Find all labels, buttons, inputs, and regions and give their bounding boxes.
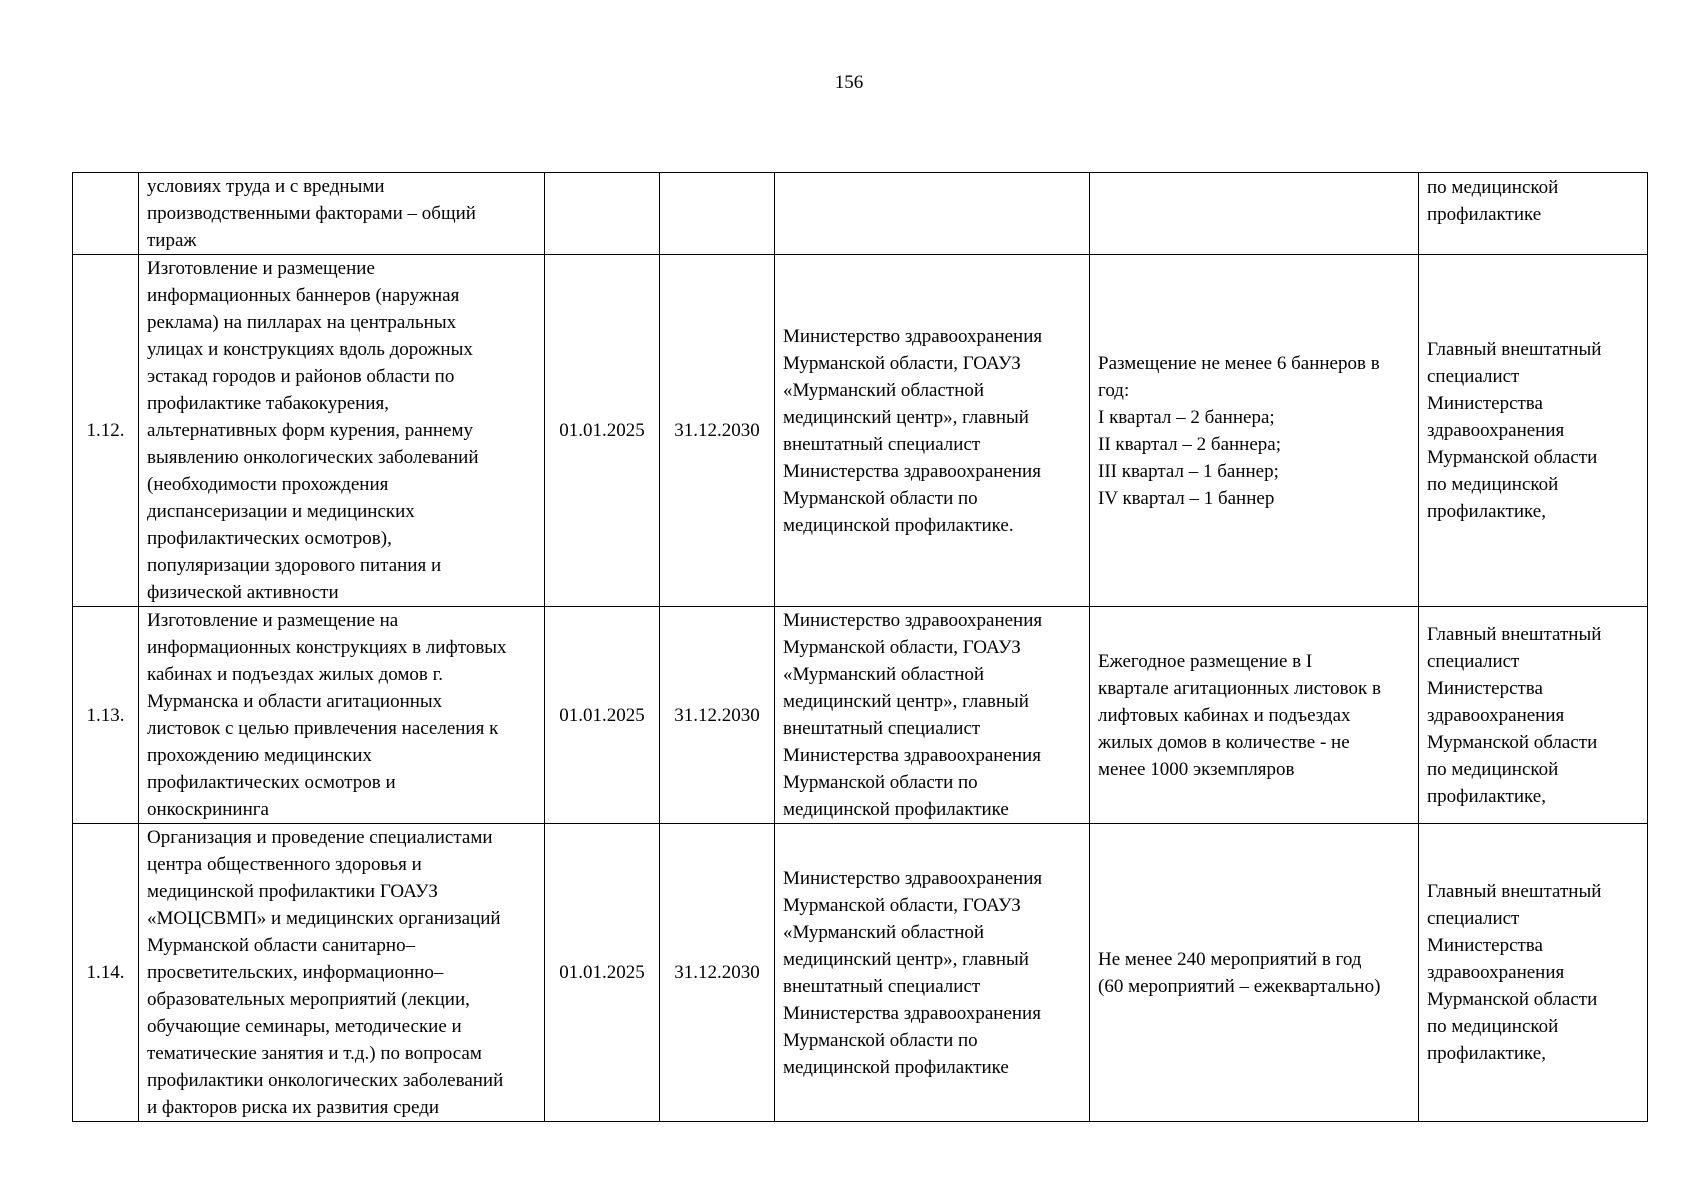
row-number: 1.12. xyxy=(73,255,139,607)
row-number: 1.14. xyxy=(73,824,139,1122)
text-line: III квартал – 1 баннер; xyxy=(1098,460,1279,482)
text-line: внештатный специалист xyxy=(783,433,981,455)
text-line: II квартал – 2 баннера; xyxy=(1098,433,1281,455)
table-row xyxy=(73,255,1648,607)
text-line: Мурманской области по xyxy=(783,1029,978,1051)
text-line: Мурманской области, ГОАУЗ xyxy=(783,637,1021,658)
result-cell xyxy=(1090,255,1419,607)
text-line: внештатный специалист xyxy=(783,975,981,997)
text-line: жилых домов в количестве - не xyxy=(1098,731,1350,753)
text-line: I квартал – 2 баннера; xyxy=(1098,406,1275,428)
text-line: медицинской профилактике. xyxy=(783,514,1014,536)
text-line: специалист xyxy=(1427,908,1520,929)
text-line: по медицинской xyxy=(1427,1016,1559,1037)
activity-description xyxy=(139,255,545,607)
text-line: «Мурманский областной xyxy=(783,379,985,401)
result-cell xyxy=(1090,173,1419,255)
result-cell xyxy=(1090,824,1419,1122)
text-line: выявлению онкологических заболеваний xyxy=(147,447,479,468)
executor-cell xyxy=(775,607,1090,824)
text-line: здравоохранения xyxy=(1427,420,1565,441)
text-line: специалист xyxy=(1427,650,1520,672)
text-line: диспансеризации и медицинских xyxy=(147,501,415,522)
text-line: Мурманской области, ГОАУЗ xyxy=(783,352,1021,374)
text-line: Ежегодное размещение в I xyxy=(1098,650,1313,672)
text-line: Министерства здравоохранения xyxy=(783,745,1041,766)
text-line: Мурманской области по xyxy=(783,487,978,509)
text-line: профилактике табакокурения, xyxy=(147,393,390,414)
text-line: Мурманской области санитарно– xyxy=(147,935,416,956)
executor-cell xyxy=(775,824,1090,1122)
responsible-cell xyxy=(1419,824,1648,1122)
text-line: профилактике, xyxy=(1427,785,1546,807)
text-line: по медицинской xyxy=(1427,758,1559,780)
text-line: физической активности xyxy=(147,582,339,603)
responsible-cell xyxy=(1419,173,1648,255)
text-line: Мурманской области, ГОАУЗ xyxy=(783,894,1021,916)
text-line: центра общественного здоровья и xyxy=(147,854,422,875)
text-line: прохождению медицинских xyxy=(147,745,372,766)
text-line: Мурманской области xyxy=(1427,989,1598,1010)
end-date xyxy=(660,173,775,255)
text-line: (необходимости прохождения xyxy=(147,474,389,495)
text-line: тематические занятия и т.д.) по вопросам xyxy=(147,1043,482,1064)
text-line: квартале агитационных листовок в xyxy=(1098,677,1381,699)
text-line: Главный внештатный xyxy=(1427,623,1602,645)
text-line: медицинской профилактики ГОАУЗ xyxy=(147,881,438,902)
text-line: листовок с целью привлечения населения к xyxy=(147,718,499,739)
text-line: Министерства xyxy=(1427,935,1543,956)
responsible-cell xyxy=(1419,255,1648,607)
text-line: Министерства xyxy=(1427,393,1543,414)
page-number: 156 xyxy=(834,72,864,93)
text-line: год: xyxy=(1098,379,1130,401)
text-line: медицинский центр», главный xyxy=(783,948,1029,970)
text-line: Размещение не менее 6 баннеров в xyxy=(1098,352,1380,374)
table-row xyxy=(73,173,1648,255)
text-line: медицинской профилактике xyxy=(783,1056,1009,1078)
text-line: профилактических осмотров и xyxy=(147,772,396,793)
text-line: Мурманска и области агитационных xyxy=(147,691,443,712)
table-row xyxy=(73,824,1648,1122)
activity-plan-table xyxy=(72,172,1648,1122)
text-line: IV квартал – 1 баннер xyxy=(1098,487,1275,509)
text-line: эстакад городов и районов области по xyxy=(147,366,455,387)
text-line: Изготовление и размещение на xyxy=(147,610,399,631)
responsible-cell xyxy=(1419,607,1648,824)
text-line: образовательных мероприятий (лекции, xyxy=(147,989,470,1010)
result-cell xyxy=(1090,607,1419,824)
text-line: Министерство здравоохранения xyxy=(783,610,1043,631)
executor-cell xyxy=(775,255,1090,607)
text-line: Мурманской области xyxy=(1427,731,1598,753)
text-line: Министерства здравоохранения xyxy=(783,1002,1041,1024)
start-date: 01.01.2025 xyxy=(545,607,660,824)
text-line: тираж xyxy=(147,230,197,251)
text-line: кабинах и подъездах жилых домов г. xyxy=(147,664,444,685)
text-line: «МОЦСВМП» и медицинских организаций xyxy=(147,908,501,929)
text-line: лифтовых кабинах и подъездах xyxy=(1098,704,1351,726)
text-line: онкоскрининга xyxy=(147,799,269,820)
text-line: Изготовление и размещение xyxy=(147,258,375,279)
text-line: Мурманской области по xyxy=(783,772,978,793)
text-line: профилактических осмотров), xyxy=(147,528,392,549)
text-line: Главный внештатный xyxy=(1427,339,1602,360)
text-line: популяризации здорового питания и xyxy=(147,555,442,576)
text-line: «Мурманский областной xyxy=(783,664,985,685)
end-date: 31.12.2030 xyxy=(660,824,775,1122)
text-line: информационных баннеров (наружная xyxy=(147,285,460,306)
text-line: по медицинской xyxy=(1427,474,1559,495)
text-line: Министерства здравоохранения xyxy=(783,460,1041,482)
text-line: улицах и конструкциях вдоль дорожных xyxy=(147,339,473,360)
text-line: реклама) на пилларах на центральных xyxy=(147,312,457,333)
row-number: 1.13. xyxy=(73,607,139,824)
text-line: просветительских, информационно– xyxy=(147,962,444,983)
text-line: медицинский центр», главный xyxy=(783,406,1029,428)
text-line: Мурманской области xyxy=(1427,447,1598,468)
text-line: (60 мероприятий – ежеквартально) xyxy=(1098,975,1381,997)
text-line: профилактики онкологических заболеваний xyxy=(147,1070,504,1091)
text-line: производственными факторами – общий xyxy=(147,203,476,224)
text-line: «Мурманский областной xyxy=(783,921,985,943)
text-line: менее 1000 экземпляров xyxy=(1098,758,1295,780)
text-line: и факторов риска их развития среди xyxy=(147,1097,440,1118)
end-date: 31.12.2030 xyxy=(660,255,775,607)
text-line: внештатный специалист xyxy=(783,718,981,739)
text-line: альтернативных форм курения, раннему xyxy=(147,420,473,441)
activity-description xyxy=(139,173,545,255)
text-line: медицинский центр», главный xyxy=(783,691,1029,712)
text-line: условиях труда и с вредными xyxy=(147,176,385,197)
activity-description xyxy=(139,607,545,824)
text-line: здравоохранения xyxy=(1427,704,1565,726)
start-date xyxy=(545,173,660,255)
activity-description xyxy=(139,824,545,1122)
row-number xyxy=(73,173,139,255)
text-line: по медицинской xyxy=(1427,177,1559,198)
text-line: профилактике, xyxy=(1427,501,1546,522)
text-line: медицинской профилактике xyxy=(783,799,1009,820)
table-row xyxy=(73,607,1648,824)
end-date: 31.12.2030 xyxy=(660,607,775,824)
start-date: 01.01.2025 xyxy=(545,255,660,607)
text-line: Главный внештатный xyxy=(1427,881,1602,902)
text-line: здравоохранения xyxy=(1427,962,1565,983)
executor-cell xyxy=(775,173,1090,255)
text-line: профилактике, xyxy=(1427,1043,1546,1064)
text-line: Министерство здравоохранения xyxy=(783,325,1043,347)
text-line: специалист xyxy=(1427,366,1520,387)
text-line: Министерства xyxy=(1427,677,1543,699)
text-line: Министерство здравоохранения xyxy=(783,867,1043,889)
text-line: профилактике xyxy=(1427,204,1542,225)
text-line: Организация и проведение специалистами xyxy=(147,827,493,848)
text-line: обучающие семинары, методические и xyxy=(147,1016,462,1037)
start-date: 01.01.2025 xyxy=(545,824,660,1122)
text-line: информационных конструкциях в лифтовых xyxy=(147,637,507,658)
text-line: Не менее 240 мероприятий в год xyxy=(1098,948,1362,970)
